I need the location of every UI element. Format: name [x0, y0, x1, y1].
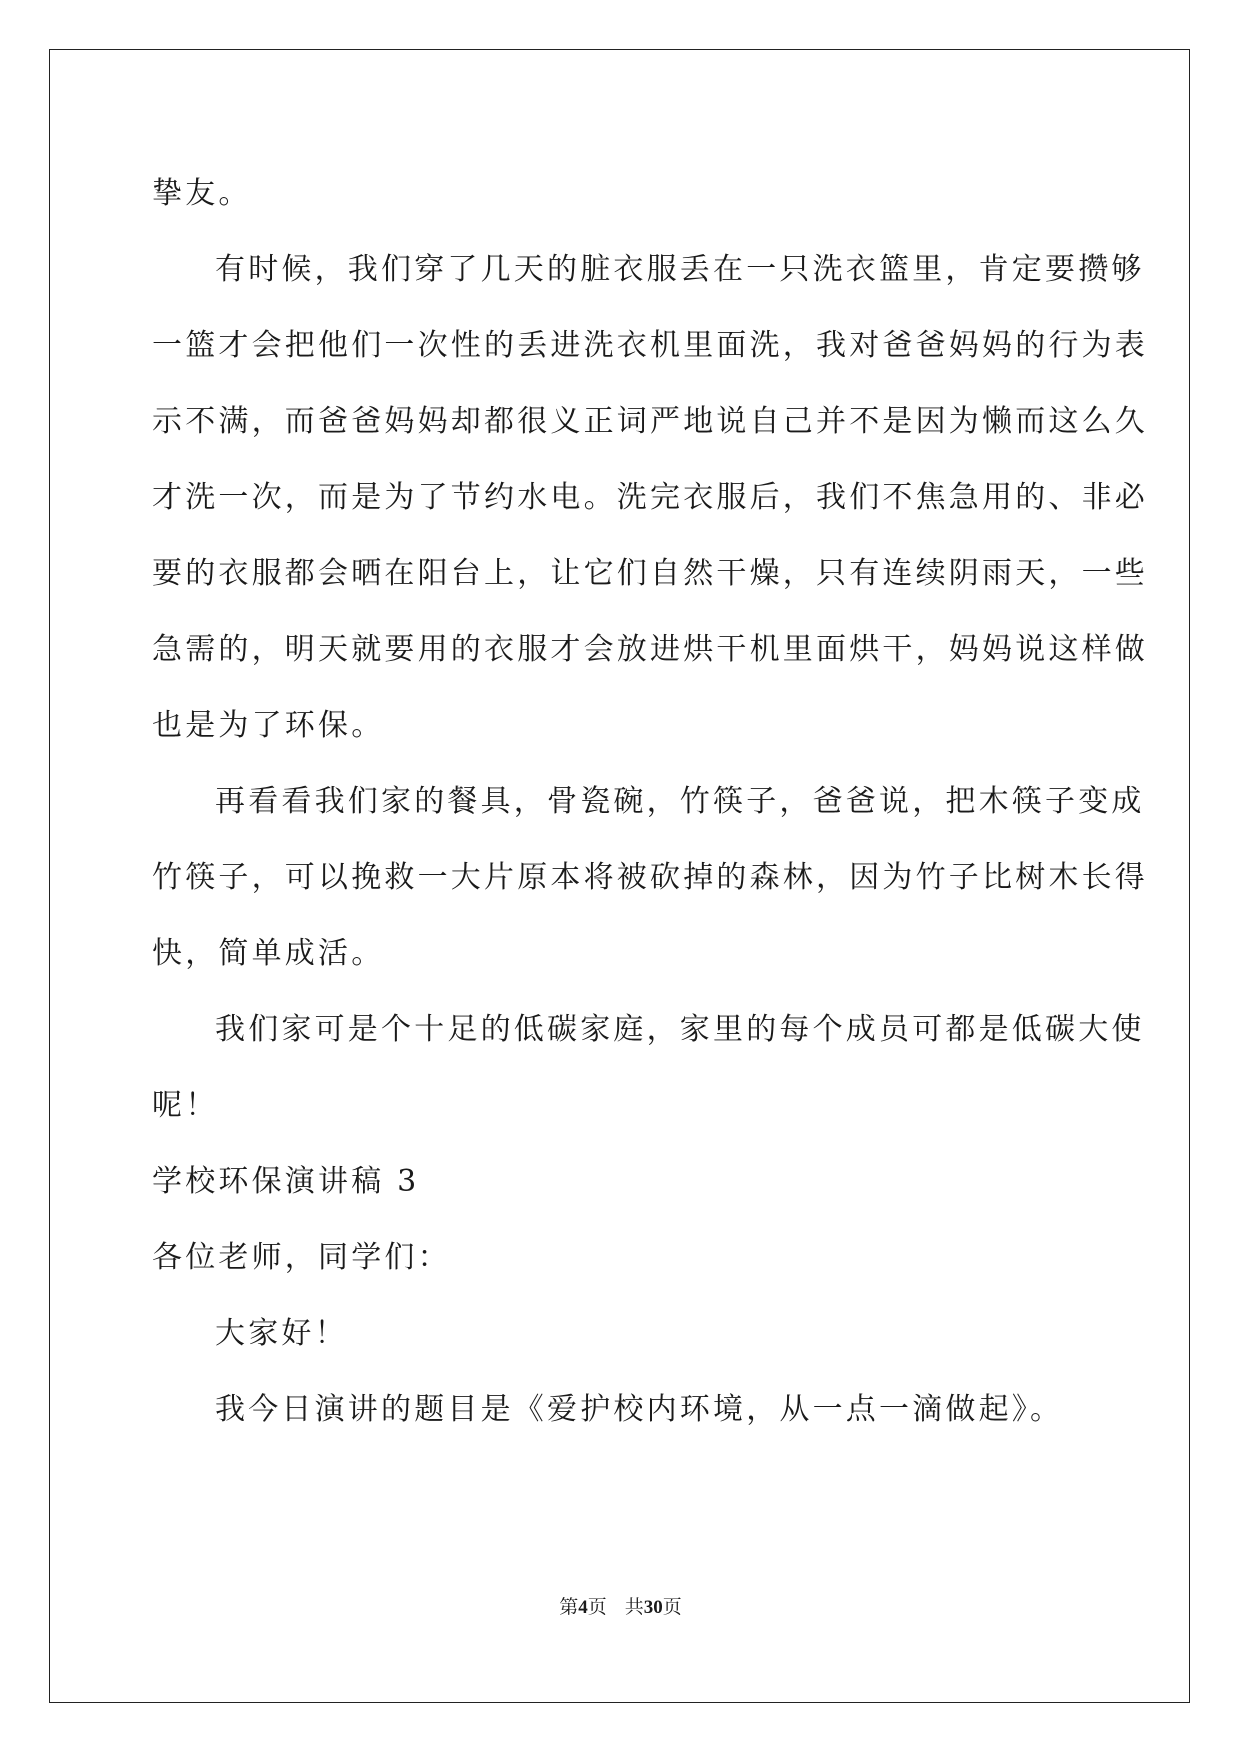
text-line: 一篮才会把他们一次性的丢进洗衣机里面洗，我对爸爸妈妈的行为表: [152, 328, 1148, 363]
page-number: 4: [578, 1597, 588, 1618]
text-line: 呢！: [152, 1088, 219, 1123]
total-prefix: 共: [624, 1597, 644, 1618]
greeting: 大家好！: [215, 1316, 348, 1351]
paragraph-line: 我今日演讲的题目是《爱护校内环境，从一点一滴做起》。: [215, 1392, 1064, 1427]
paragraph-line: 我们家可是个十足的低碳家庭，家里的每个成员可都是低碳大使: [215, 1012, 1145, 1047]
paragraph-line: 有时候，我们穿了几天的脏衣服丢在一只洗衣篮里，肯定要攒够: [215, 252, 1145, 287]
text-line: 竹筷子，可以挽救一大片原本将被砍掉的森林，因为竹子比树木长得: [152, 860, 1148, 895]
text-line: 要的衣服都会晒在阳台上，让它们自然干燥，只有连续阴雨天，一些: [152, 556, 1148, 591]
page-footer: [0, 1596, 1241, 1620]
text-line: 示不满，而爸爸妈妈却都很义正词严地说自己并不是因为懒而这么久: [152, 404, 1148, 439]
text-line: 快，简单成活。: [152, 936, 385, 971]
text-line: 才洗一次，而是为了节约水电。洗完衣服后，我们不焦急用的、非必: [152, 480, 1148, 515]
page-prefix: 第: [559, 1597, 579, 1618]
text-line: 挚友。: [152, 176, 252, 211]
salutation: 各位老师，同学们：: [152, 1240, 451, 1275]
total-suffix: 页: [662, 1597, 682, 1618]
page-suffix: 页: [587, 1597, 607, 1618]
paragraph-line: 再看看我们家的餐具，骨瓷碗，竹筷子，爸爸说，把木筷子变成: [215, 784, 1145, 819]
text-line: 也是为了环保。: [152, 708, 385, 743]
total-pages: 30: [643, 1597, 663, 1618]
text-line: 急需的，明天就要用的衣服才会放进烘干机里面烘干，妈妈说这样做: [152, 632, 1148, 667]
section-heading: 学校环保演讲稿 3: [152, 1164, 420, 1199]
